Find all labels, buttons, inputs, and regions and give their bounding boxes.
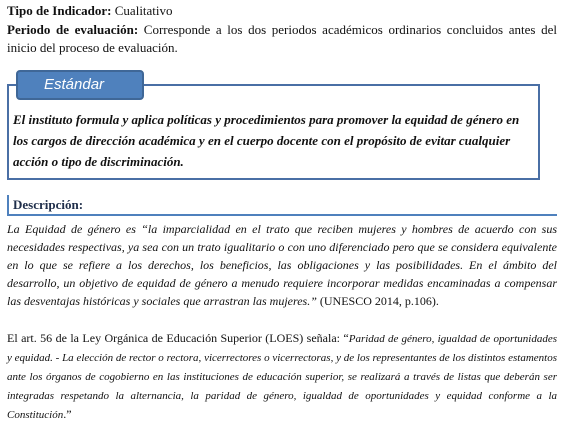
evaluation-period-label: Periodo de evaluación:	[7, 22, 139, 37]
loes-quote-end: .”	[63, 407, 72, 421]
description-heading	[7, 195, 557, 216]
description-paragraph-1	[7, 220, 557, 310]
indicator-type-label: Tipo de Indicador:	[7, 3, 112, 18]
loes-intro: El art. 56 de la Ley Orgánica de Educación Superior (LOES) señala: “	[7, 331, 349, 345]
indicator-type-value: Cualitativo	[114, 3, 173, 18]
loes-quote: Paridad de género, igualdad de oportunidades y equidad. - La elección de rector o rectora, vicerrectores o vicerrectoras, y de los representantes de los distintos estamentos ante los órganos de cogobierno en las instituciones de educación superior, se realizará a través de listas que deberán ser integradas respetando la alternancia, la paridad de género, igualdad de oportunidades y equidad conforme a la Constitución	[7, 333, 557, 421]
evaluation-period-line	[7, 21, 557, 57]
description-heading-label: Descripción:	[13, 197, 84, 212]
description-paragraph-2	[7, 329, 557, 424]
standard-tab: Estándar	[16, 70, 144, 100]
standard-text: El instituto formula y aplica políticas y procedimientos para promover la equidad de género en los cargos de dirección académica y en el cuerpo docente con el propósito de evitar cualquier acción o tipo de discriminación.	[13, 112, 520, 169]
evaluation-period-value: Corresponde a los dos periodos académicos ordinarios concluidos antes del inicio del proceso de evaluación.	[7, 22, 557, 55]
equity-definition-quote: La Equidad de género es “la imparcialidad en el trato que reciben mujeres y hombres de acuerdo con sus necesidades respectivas, ya sea con un trato igualitario o con uno diferenciado pero que se considera equivalente en lo que se refiere a los derechos, los beneficios, las obligaciones y las posibilidades. En el ámbito del desarrollo, un objetivo de equidad de género a menudo requiere incorporar medidas encaminadas a compensar las desventajas históricas y sociales que arrastran las mujeres.”	[7, 222, 557, 308]
indicator-type-line	[7, 3, 173, 19]
unesco-citation: (UNESCO 2014, p.106).	[316, 294, 439, 308]
